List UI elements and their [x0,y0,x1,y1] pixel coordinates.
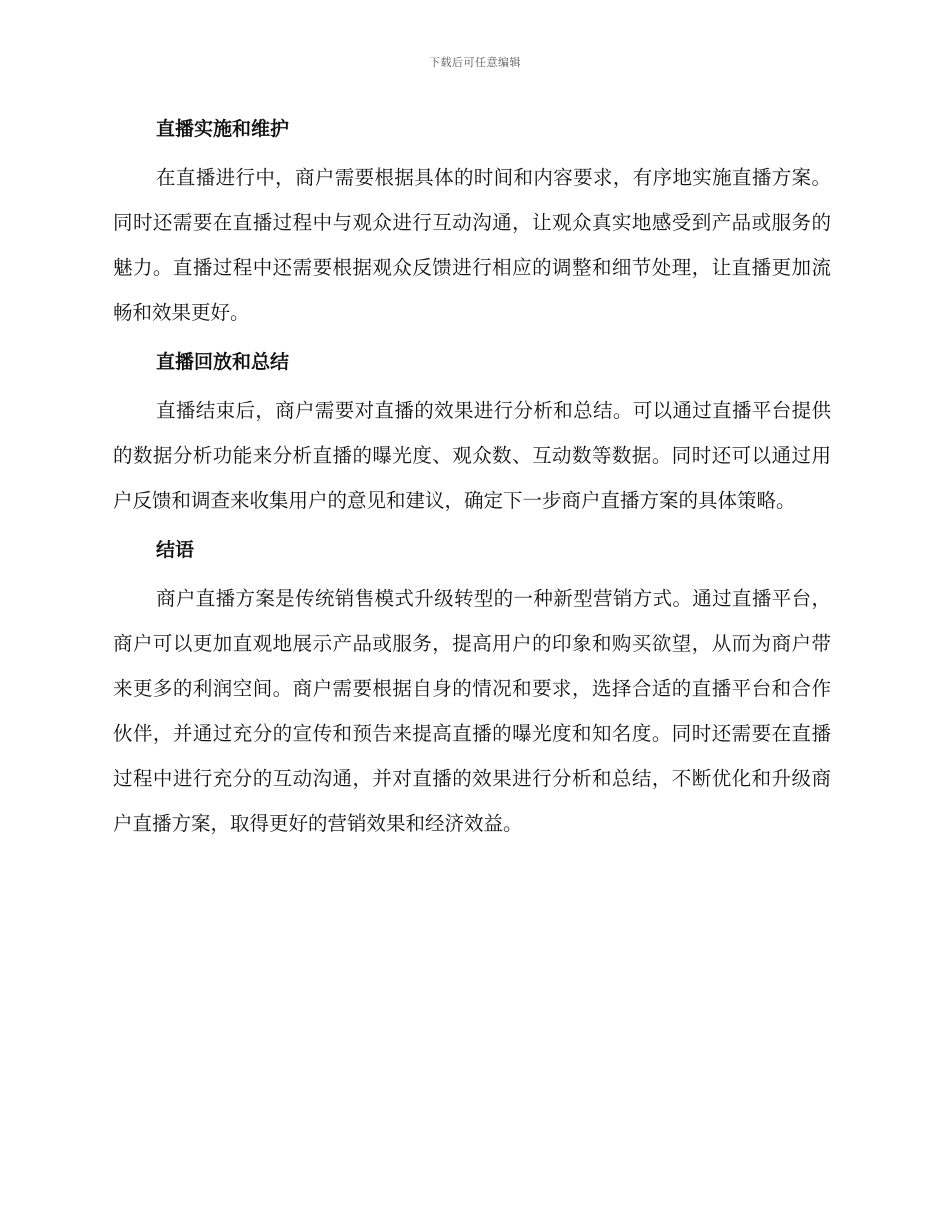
section-conclusion [113,535,831,846]
document-body [113,114,831,846]
page-header: 下载后可任意编辑 [429,56,521,69]
section-heading: 直播实施和维护 [156,118,290,140]
section-heading: 直播回放和总结 [156,351,290,373]
section-paragraph: 商户直播方案是传统销售模式升级转型的一种新型营销方式。通过直播平台，商户可以更加直观地展示产品或服务，提高用户的印象和购买欲望，从而为商户带来更多的利润空间。商户需要根据自身的情况和要求，选择合适的直播平台和合作伙伴，并通过充分的宣传和预告来提高直播的曝光度和知名度。同时还需要在直播过程中进行充分的互动沟通，并对直播的效果进行分析和总结，不断优化和升级商户直播方案，取得更好的营销效果和经济效益。 [113,587,831,835]
section-replay-summary [113,347,831,523]
section-paragraph: 直播结束后，商户需要对直播的效果进行分析和总结。可以通过直播平台提供的数据分析功能来分析直播的曝光度、观众数、互动数等数据。同时还可以通过用户反馈和调查来收集用户的意见和建议，确定下一步商户直播方案的具体策略。 [113,399,831,512]
section-paragraph: 在直播进行中，商户需要根据具体的时间和内容要求，有序地实施直播方案。同时还需要在直播过程中与观众进行互动沟通，让观众真实地感受到产品或服务的魅力。直播过程中还需要根据观众反馈进行相应的调整和细节处理，让直播更加流畅和效果更好。 [113,166,831,324]
section-implementation [113,114,831,335]
section-heading: 结语 [156,539,195,561]
